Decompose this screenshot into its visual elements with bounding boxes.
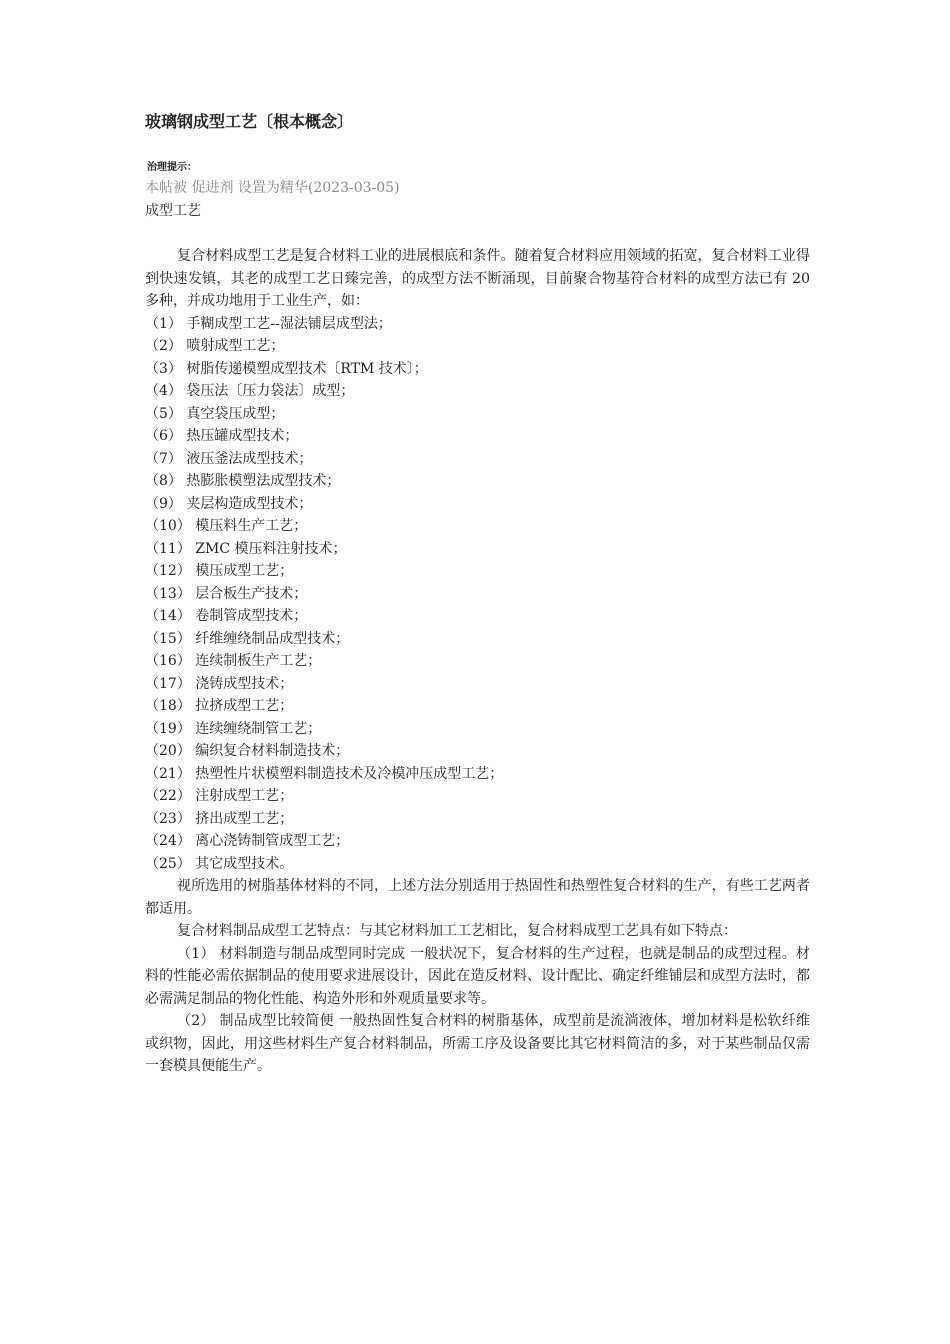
feature-point-1: （1） 材料制造与制品成型同时完成 一般状况下，复合材料的生产过程，也就是制品的成型过程。材料的性能必需依据制品的使用要求进展设计，因此在造反材料、设计配比、确定纤维铺层和成型方法时，都必需满足制品的物化性能、构造外形和外观质量要求等。 xyxy=(145,945,810,1007)
list-item: （13） 层合板生产技术； xyxy=(145,585,308,602)
features-paragraph: 复合材料制品成型工艺特点：与其它材料加工工艺相比，复合材料成型工艺具有如下特点： xyxy=(177,923,737,939)
list-item: （18） 拉挤成型工艺； xyxy=(145,698,294,714)
post-status-note: 本帖被 促进剂 设置为精华(2023-03-05) xyxy=(145,180,400,196)
list-item: （24） 离心浇铸制管成型工艺； xyxy=(145,833,350,849)
list-item: （17） 浇铸成型技术； xyxy=(145,675,294,692)
list-item: （12） 模压成型工艺； xyxy=(145,563,294,579)
list-item: （3） 树脂传递模塑成型技术〔RTM 技术〕； xyxy=(145,360,428,377)
document-body xyxy=(145,245,810,1078)
list-item: （20） 编织复合材料制造技术； xyxy=(145,743,350,759)
list-item: （2） 喷射成型工艺； xyxy=(145,338,285,354)
intro-paragraph: 复合材料成型工艺是复合材料工业的进展根底和条件。随着复合材料应用领域的拓宽，复合材料工业得到快速发镇，其老的成型工艺日臻完善，的成型方法不断涌现，目前聚合物基符合材料的成型方法已有 20 多种，并成功地用于工业生产，如： xyxy=(145,248,810,309)
list-item: （10） 模压料生产工艺； xyxy=(145,518,308,534)
page-title: 玻璃钢成型工艺〔根本概念〕 xyxy=(145,112,354,131)
list-item: （7） 液压釜法成型技术； xyxy=(145,450,313,467)
section-title: 成型工艺 xyxy=(145,203,201,219)
methods-list xyxy=(145,313,810,876)
list-item: （9） 夹层构造成型技术； xyxy=(145,495,313,512)
list-item: （21） 热塑性片状模塑料制造技术及冷模冲压成型工艺； xyxy=(145,765,504,782)
list-item: （11） ZMC 模压料注射技术； xyxy=(145,540,347,557)
list-item: （8） 热膨胀模塑法成型技术； xyxy=(145,473,341,489)
list-item: （23） 挤出成型工艺； xyxy=(145,810,294,827)
feature-point-2: （2） 制品成型比较简便 一般热固性复合材料的树脂基体，成型前是流淌液体，增加材料是松软纤维或织物，因此，用这些材料生产复合材料制品，所需工序及设备要比其它材料简洁的多，对于某些制品仅需一套模具便能生产。 xyxy=(145,1013,810,1074)
list-item: （25） 其它成型技术。 xyxy=(145,855,294,872)
list-item: （15） 纤维缠绕制品成型技术； xyxy=(145,630,350,647)
list-item: （6） 热压罐成型技术； xyxy=(145,428,299,444)
list-item: （5） 真空袋压成型； xyxy=(145,405,285,422)
list-item: （19） 连续缠绕制管工艺； xyxy=(145,720,322,737)
list-item: （14） 卷制管成型技术； xyxy=(145,608,308,624)
resin-paragraph: 视所选用的树脂基体材料的不同，上述方法分别适用于热固性和热塑性复合材料的生产，有些工艺两者都适用。 xyxy=(145,878,810,917)
list-item: （1） 手糊成型工艺--湿法铺层成型法； xyxy=(145,315,392,332)
management-label: 治理提示： xyxy=(147,162,197,173)
list-item: （4） 袋压法〔压力袋法〕成型； xyxy=(145,383,355,399)
list-item: （22） 注射成型工艺； xyxy=(145,788,294,804)
list-item: （16） 连续制板生产工艺； xyxy=(145,653,322,669)
